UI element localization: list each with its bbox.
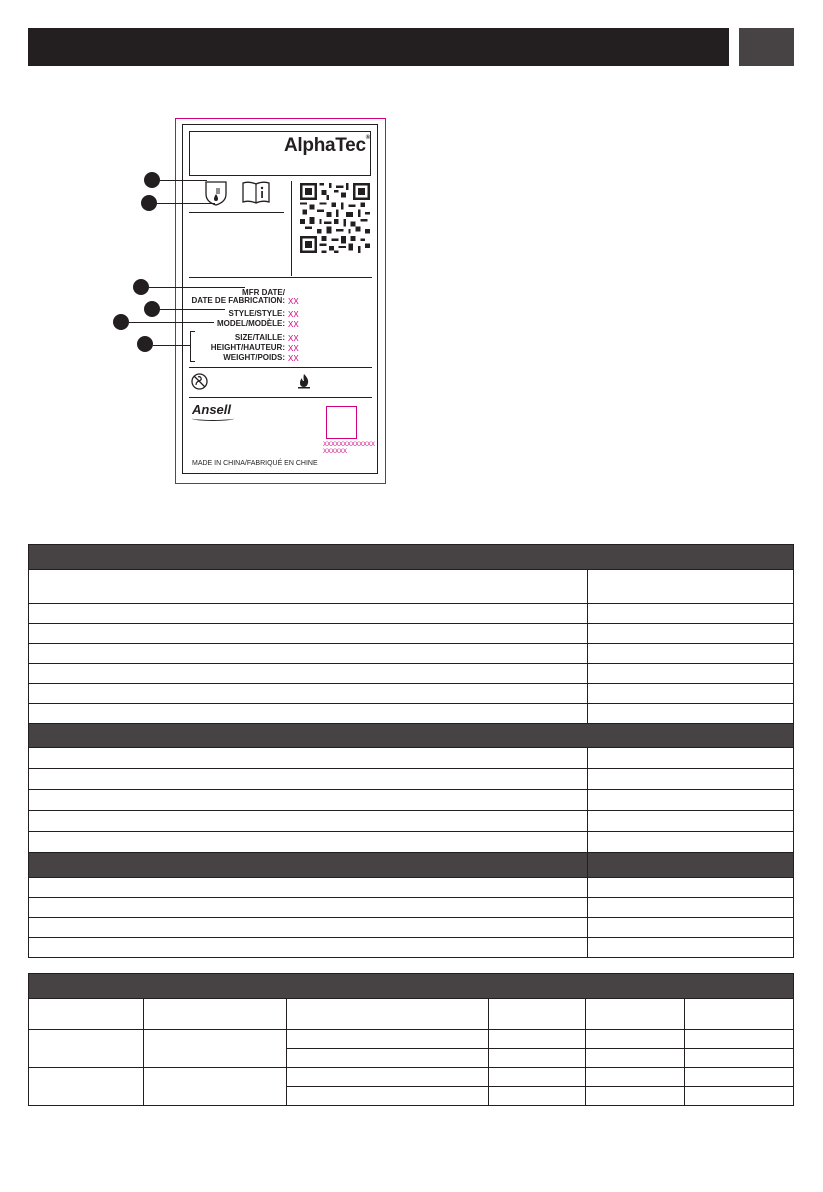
column-header — [685, 999, 794, 1030]
label-divider-3 — [189, 397, 372, 398]
table-cell — [143, 1030, 286, 1068]
table-cell — [29, 624, 588, 644]
table-cell — [286, 1068, 489, 1087]
table-cell — [588, 769, 794, 790]
model-value: XX — [288, 320, 299, 329]
table-cell — [29, 938, 588, 958]
table-cell — [29, 790, 588, 811]
table-cell — [286, 1049, 489, 1068]
size-label: SIZE/TAILLE: — [234, 333, 285, 342]
table-cell — [29, 644, 588, 664]
table-cell — [29, 748, 588, 769]
table-cell — [586, 1068, 685, 1087]
table-cell — [29, 769, 588, 790]
callout-marker-3 — [133, 279, 149, 295]
table-cell — [588, 748, 794, 769]
sizing-table — [28, 973, 794, 1106]
callout-line-5 — [129, 322, 214, 323]
label-divider-2 — [189, 367, 372, 368]
table-cell — [588, 898, 794, 918]
weight-label: WEIGHT/POIDS: — [223, 353, 285, 362]
origin-text: MADE IN CHINA/FABRIQUÉ EN CHINE — [192, 460, 318, 467]
table-cell — [586, 1030, 685, 1049]
callout-marker-1 — [144, 172, 160, 188]
callout-line-3 — [149, 287, 245, 288]
section-header-1 — [29, 545, 794, 570]
style-label: STYLE/STYLE: — [228, 309, 285, 318]
table-cell — [29, 1068, 144, 1106]
weight-value: XX — [288, 354, 299, 363]
brand-logo: AlphaTec® — [284, 135, 370, 156]
table-cell — [685, 1030, 794, 1049]
table-cell — [588, 878, 794, 898]
table-cell — [286, 1087, 489, 1106]
table-cell — [588, 790, 794, 811]
table-cell — [588, 570, 794, 604]
table-cell — [586, 1087, 685, 1106]
table-cell — [685, 1087, 794, 1106]
style-value: XX — [288, 310, 299, 319]
code-placeholder-box — [326, 406, 357, 439]
label-divider-1 — [189, 277, 372, 278]
flammable-icon — [296, 373, 312, 389]
column-header — [29, 999, 144, 1030]
table-cell — [588, 624, 794, 644]
callout-marker-2 — [141, 195, 157, 211]
column-header — [489, 999, 586, 1030]
size-value: XX — [288, 334, 299, 343]
code-text: XXXXXXXXXXXXX XXXXXX — [323, 442, 376, 455]
column-header — [586, 999, 685, 1030]
fabrication-date-label: DATE DE FABRICATION: — [191, 296, 285, 305]
manufacturer-swoosh — [192, 416, 234, 421]
callout-line-2 — [157, 203, 215, 204]
fabrication-date-value: XX — [288, 297, 299, 306]
table-cell — [588, 684, 794, 704]
table-cell — [489, 1049, 586, 1068]
table-cell — [29, 898, 588, 918]
table-cell — [685, 1049, 794, 1068]
section-header-3 — [29, 853, 588, 878]
icon-underline — [189, 212, 284, 213]
table-cell — [588, 832, 794, 853]
mfr-date-label: MFR DATE/ — [242, 288, 285, 297]
table-cell — [489, 1087, 586, 1106]
table-cell — [143, 1068, 286, 1106]
table-cell — [29, 570, 588, 604]
page-number-box — [739, 28, 794, 66]
table-cell — [29, 684, 588, 704]
callout-line-1 — [160, 180, 207, 181]
callout-marker-4 — [144, 301, 160, 317]
table-cell — [588, 938, 794, 958]
table-cell — [588, 604, 794, 624]
table-cell — [586, 1049, 685, 1068]
table-cell — [489, 1030, 586, 1049]
table-cell — [29, 918, 588, 938]
qr-divider — [291, 181, 292, 276]
table-cell — [29, 664, 588, 684]
sizing-header — [29, 974, 794, 999]
no-reuse-icon — [191, 373, 208, 390]
table-cell — [588, 918, 794, 938]
callout-line-4 — [160, 309, 225, 310]
table-cell — [286, 1030, 489, 1049]
table-cell — [588, 704, 794, 724]
table-cell — [489, 1068, 586, 1087]
table-cell — [29, 832, 588, 853]
size-bracket — [190, 331, 191, 362]
table-cell — [29, 604, 588, 624]
callout-marker-6 — [137, 336, 153, 352]
table-cell — [588, 811, 794, 832]
table-cell — [29, 704, 588, 724]
table-cell — [588, 664, 794, 684]
model-label: MODEL/MODÈLE: — [217, 319, 285, 328]
info-book-icon — [241, 180, 271, 204]
column-header — [286, 999, 489, 1030]
table-cell — [29, 811, 588, 832]
table-cell — [685, 1068, 794, 1087]
column-header — [143, 999, 286, 1030]
table-cell — [29, 878, 588, 898]
section-header-3-value — [588, 853, 794, 878]
manufacturer-logo: Ansell — [192, 402, 232, 417]
height-value: XX — [288, 344, 299, 353]
size-bracket-bottom — [190, 361, 195, 362]
table-cell — [29, 1030, 144, 1068]
callout-marker-5 — [113, 314, 129, 330]
height-label: HEIGHT/HAUTEUR: — [210, 343, 285, 352]
specs-table — [28, 544, 794, 958]
header-bar — [28, 28, 729, 66]
qr-code-icon — [300, 183, 370, 253]
size-bracket-top — [190, 331, 195, 332]
table-cell — [588, 644, 794, 664]
section-header-2 — [29, 724, 794, 748]
callout-line-6 — [153, 345, 191, 346]
